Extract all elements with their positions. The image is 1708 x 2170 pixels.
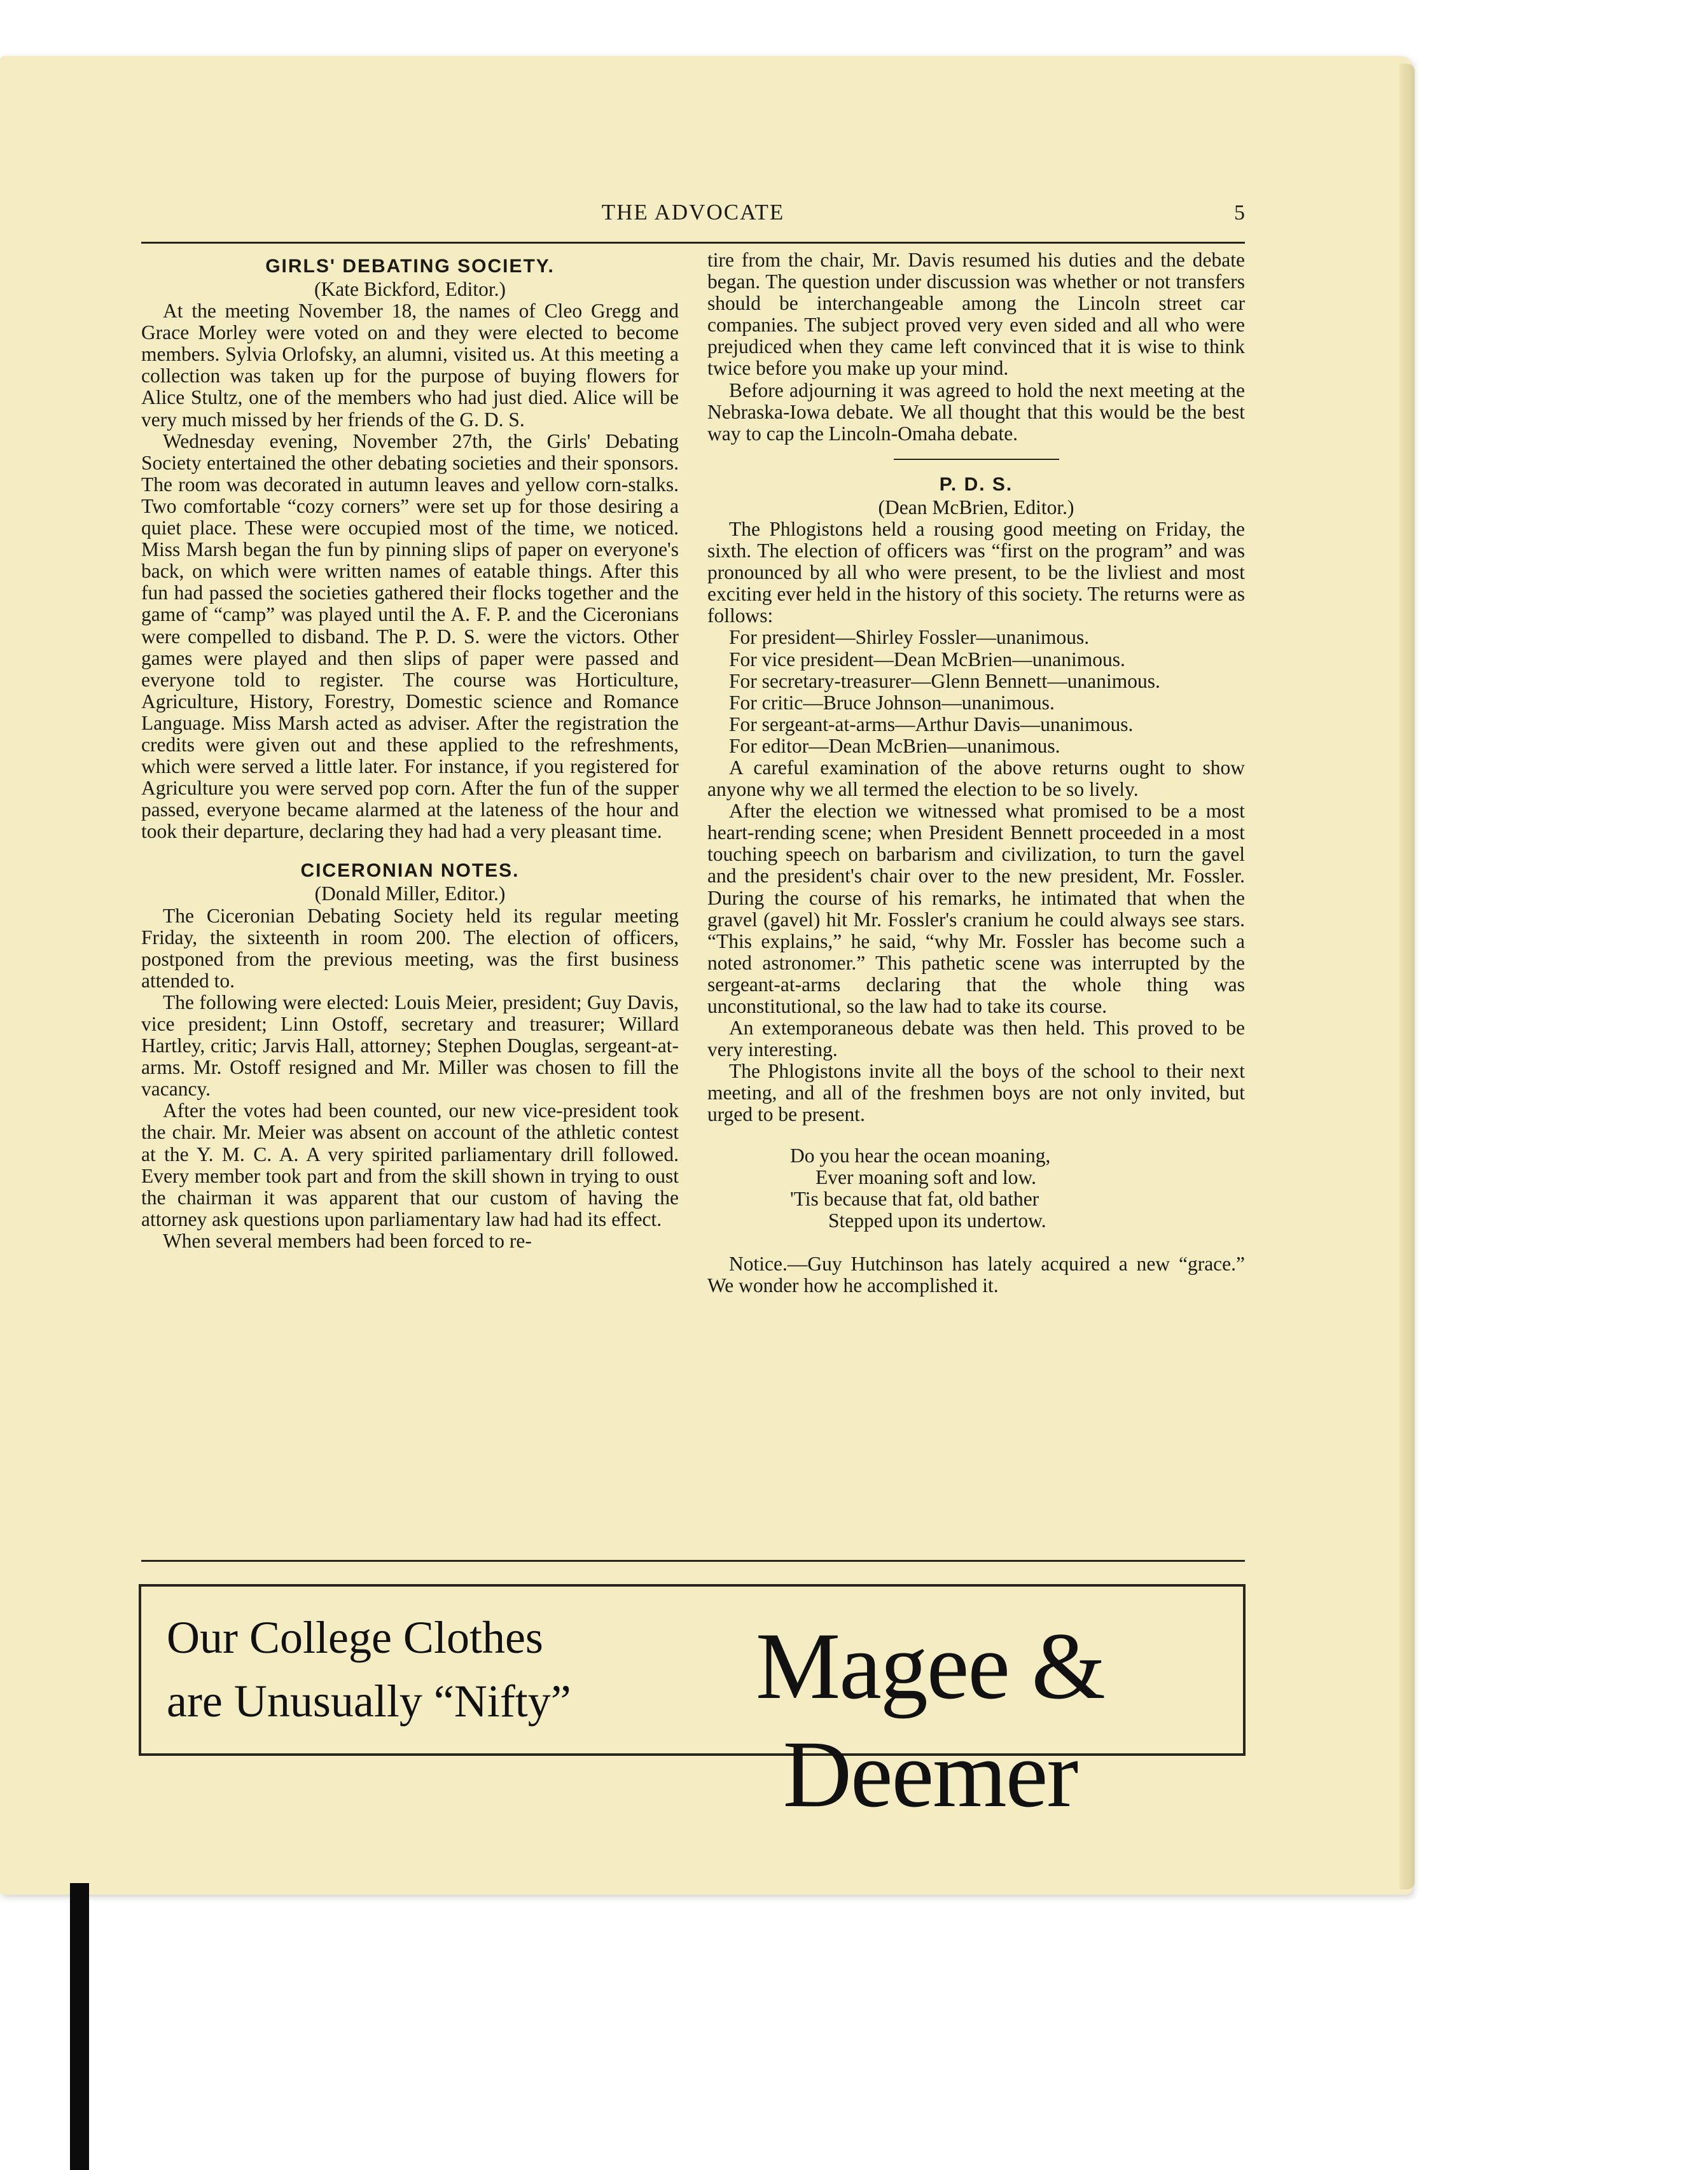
publication-title: THE ADVOCATE bbox=[601, 200, 785, 225]
election-return: For president—Shirley Fossler—unanimous. bbox=[729, 626, 1090, 649]
section-divider bbox=[894, 459, 1059, 460]
election-return: For vice president—Dean McBrien—unanimous. bbox=[729, 648, 1125, 671]
left-column bbox=[141, 249, 679, 1252]
pds-paragraph: The Phlogistons held a rousing good meeting on Friday, the sixth. The election of officers was “first on the program” and was pronounced by all who were present, to be the livliest and most exciting ever held in the history of this society. The returns were as follows: bbox=[707, 517, 1246, 627]
pds-paragraph: The Phlogistons invite all the boys of the school to their next meeting, and all of the freshmen boys are not only invited, but urged to be present. bbox=[707, 1060, 1245, 1126]
running-header bbox=[141, 196, 1245, 244]
pds-paragraph: After the election we witnessed what promised to be a most heart-rending scene; when President Bennett proceeded in a most touching speech on barbarism and civilization, to turn the gavel and the president's chair over to the new president, Mr. Fossler. During the course of his remarks, he intimated that when the gravel (gavel) hit Mr. Fossler's cranium he could always see stars. “This explains,” he said, “why Mr. Fossler has become such a noted astronomer.” This pathetic scene was interrupted by the sergeant-at-arms declaring that the whole thing was unconstitutional, so the law had to take its course. bbox=[707, 800, 1245, 1017]
poem-line: 'Tis because that fat, old bather bbox=[790, 1187, 1039, 1210]
ciceronian-continuation: Before adjourning it was agreed to hold the next meeting at the Nebraska-Iowa debate. We all thought that this would be the best way to cap the Lincoln-Omaha debate. bbox=[707, 379, 1245, 445]
girls-debating-paragraph: At the meeting November 18, the names of Cleo Gregg and Grace Morley were voted on and they were elected to become members. Sylvia Orlofsky, an alumni, visited us. At this meeting a collection was taken up for the purpose of buying flowers for Alice Stultz, one of the members who had just died. Alice will be very much missed by her friends of the G. D. S. bbox=[141, 300, 679, 431]
page-edge bbox=[1399, 64, 1415, 1889]
poem bbox=[790, 1145, 1245, 1232]
pds-paragraph: An extemporaneous debate was then held. This proved to be very interesting. bbox=[707, 1017, 1245, 1061]
poem-line: Stepped upon its undertow. bbox=[828, 1209, 1046, 1232]
election-return: For editor—Dean McBrien—unanimous. bbox=[729, 734, 1060, 757]
election-return: For sergeant-at-arms—Arthur Davis—unanimous. bbox=[729, 713, 1134, 735]
ciceronian-continuation: tire from the chair, Mr. Davis resumed his duties and the debate began. The question under discussion was whether or not transfers should be interchangeable among the Lincoln street car companies. The subject proved very even sided and all who were prejudiced when they came left convinced that it is wise to think twice before you make up your mind. bbox=[707, 249, 1245, 380]
right-column bbox=[707, 249, 1245, 1297]
scan-shadow bbox=[70, 1883, 89, 2170]
girls-debating-editor: (Kate Bickford, Editor.) bbox=[314, 278, 506, 300]
ad-tagline-line: Our College Clothes bbox=[167, 1612, 543, 1663]
poem-line: Do you hear the ocean moaning, bbox=[790, 1144, 1051, 1167]
footer-divider bbox=[141, 1560, 1245, 1562]
pds-heading: P. D. S. bbox=[939, 473, 1013, 495]
page-number: 5 bbox=[1234, 201, 1245, 225]
pds-paragraph: A careful examination of the above returns ought to show anyone why we all termed the election to be so lively. bbox=[707, 756, 1245, 801]
girls-debating-heading: GIRLS' DEBATING SOCIETY. bbox=[265, 256, 555, 277]
ad-brand-name: Magee & Deemer bbox=[755, 1613, 1105, 1827]
pds-editor: (Dean McBrien, Editor.) bbox=[878, 496, 1074, 518]
notice-paragraph: Notice.—Guy Hutchinson has lately acquired a new “grace.” We wonder how he accomplished it. bbox=[707, 1252, 1245, 1297]
advertisement bbox=[139, 1584, 1246, 1827]
election-returns bbox=[707, 627, 1245, 757]
girls-debating-paragraph: Wednesday evening, November 27th, the Girls' Debating Society entertained the other debating societies and their sponsors. The room was decorated in autumn leaves and yellow corn-stalks. Two comfortable “cozy corners” were set up for those desiring a quiet place. These were occupied most of the time, we noticed. Miss Marsh began the fun by pinning slips of paper on everyone's back, on which were written names of eatable things. After this fun had passed the societies gathered their flocks together and the game of “camp” was played until the A. F. P. and the Ciceronians were compelled to disband. The P. D. S. were the victors. Other games were played and then slips of paper were passed and everyone told to register. The course was Horticulture, Agriculture, History, Forestry, Domestic science and Romance Language. Miss Marsh acted as adviser. After the registration the credits were given out and these applied to the refreshments, which were served a little later. For instance, if you registered for Agriculture you were served pop corn. After the fun of the supper passed, everyone became alarmed at the lateness of the hour and took their departure, declaring they had had a very pleasant time. bbox=[141, 429, 679, 843]
poem-line: Ever moaning soft and low. bbox=[816, 1165, 1037, 1188]
ciceronian-editor: (Donald Miller, Editor.) bbox=[314, 882, 506, 905]
election-return: For critic—Bruce Johnson—unanimous. bbox=[729, 691, 1055, 714]
ciceronian-paragraph: After the votes had been counted, our new vice-president took the chair. Mr. Meier was absent on account of the athletic contest at the Y. M. C. A. A very spirited parliamentary drill followed. Every member took part and from the skill shown in trying to oust the chairman it was apparent that our custom of having the attorney ask questions upon parliamentary law had had its effect. bbox=[141, 1099, 679, 1230]
ciceronian-heading: CICERONIAN NOTES. bbox=[300, 860, 520, 882]
ad-tagline bbox=[167, 1606, 571, 1733]
ciceronian-paragraph: The Ciceronian Debating Society held its regular meeting Friday, the sixteenth in room 200. The election of officers, postponed from the previous meeting, was the first business attended to. bbox=[141, 904, 679, 992]
ciceronian-paragraph: When several members had been forced to re- bbox=[163, 1229, 532, 1252]
ciceronian-paragraph: The following were elected: Louis Meier, president; Guy Davis, vice president; Linn Ostoff, secretary and treasurer; Willard Hartley, critic; Jarvis Hall, attorney; Stephen Douglas, sergeant-at-arms. Mr. Ostoff resigned and Mr. Miller was chosen to fill the vacancy. bbox=[141, 991, 679, 1101]
election-return: For secretary-treasurer—Glenn Bennett—unanimous. bbox=[729, 669, 1160, 692]
ad-tagline-line: are Unusually “Nifty” bbox=[167, 1676, 571, 1727]
